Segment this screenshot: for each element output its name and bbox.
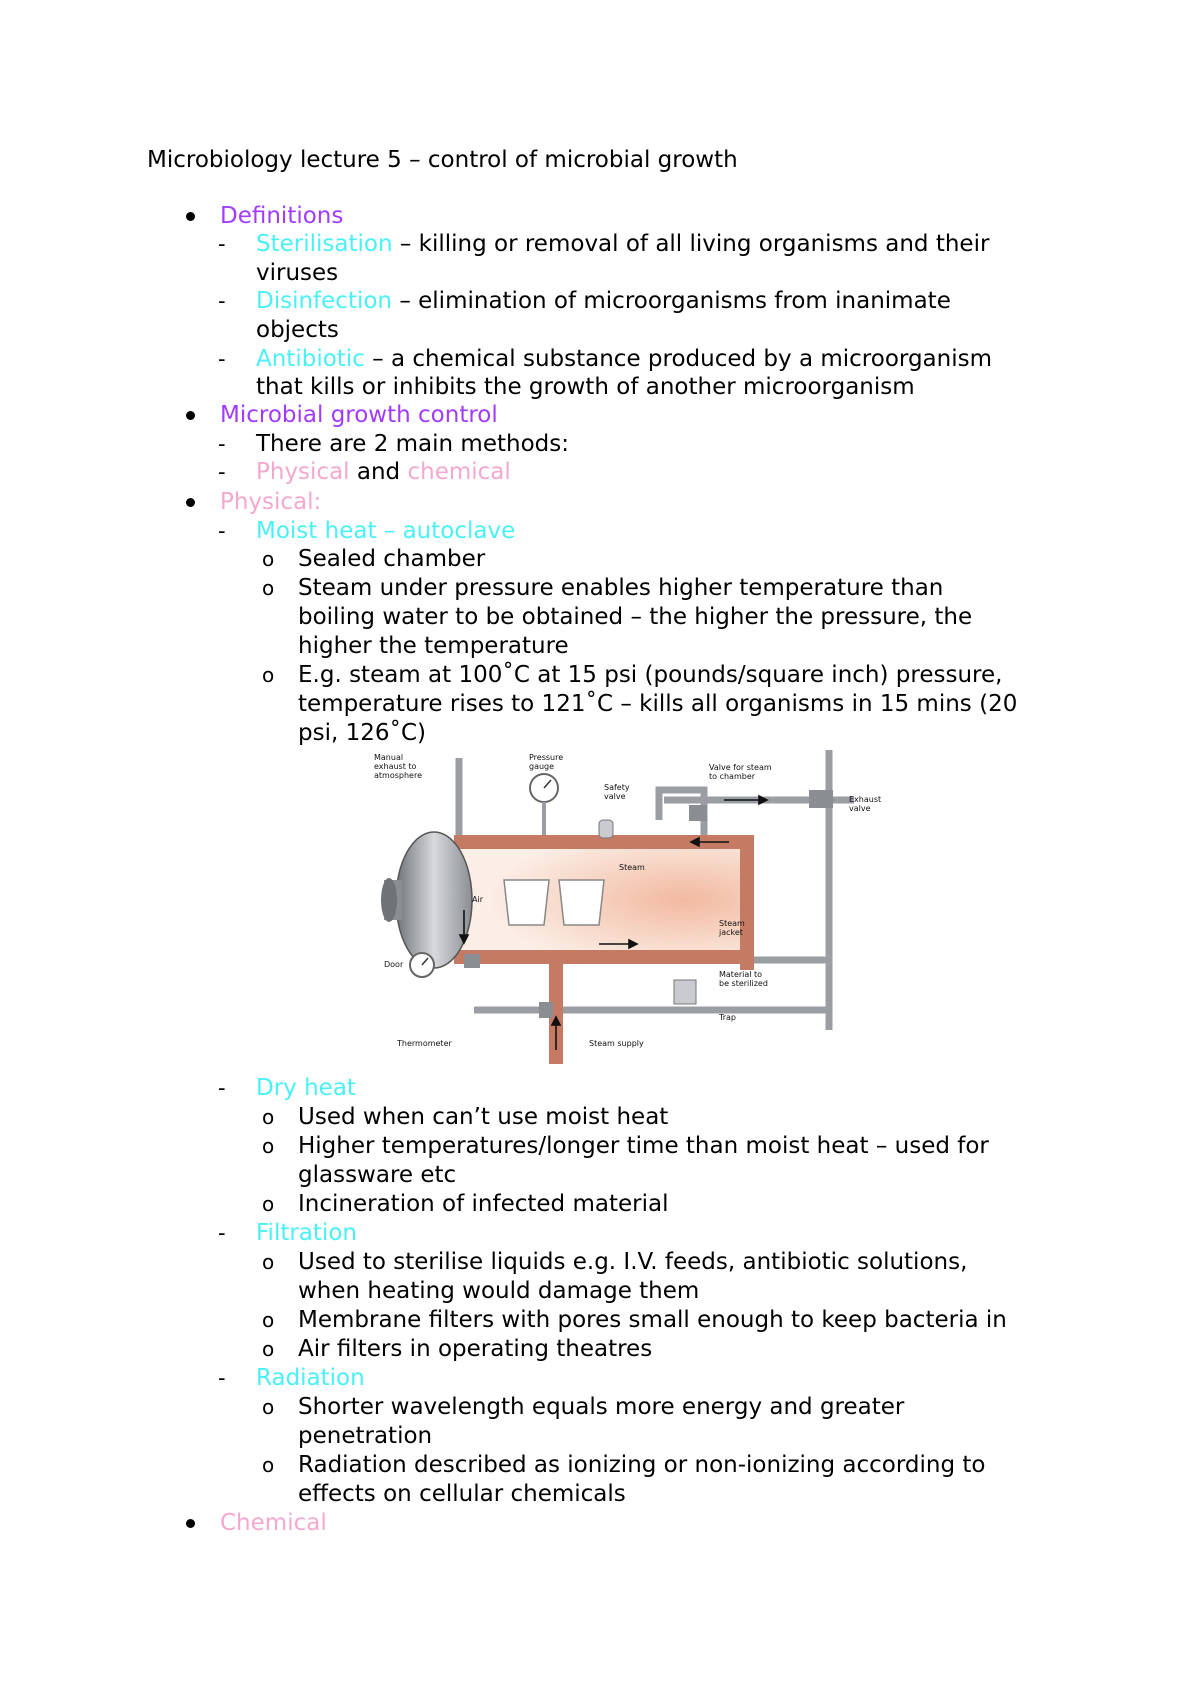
dash-marker: - bbox=[218, 1366, 226, 1390]
circle-marker: o bbox=[262, 1308, 275, 1332]
definition-text: viruses bbox=[256, 260, 339, 286]
circle-marker: o bbox=[262, 1453, 275, 1477]
list-item-cont: when heating would damage them bbox=[298, 1278, 700, 1304]
dash-marker: - bbox=[218, 347, 226, 371]
label-manual: Manual bbox=[374, 753, 404, 762]
label-supply: Steam supply bbox=[589, 1039, 644, 1048]
list-item: Higher temperatures/longer time than moist heat – used for bbox=[298, 1133, 989, 1159]
steam-jacket bbox=[454, 835, 754, 1064]
term-sterilisation: Sterilisation bbox=[256, 231, 393, 257]
dash-marker: - bbox=[218, 1076, 226, 1100]
list-item: Shorter wavelength equals more energy and greater bbox=[298, 1394, 905, 1420]
definition-text: – elimination of microorganisms from inanimate bbox=[392, 288, 951, 314]
circle-marker: o bbox=[262, 1134, 275, 1158]
definition-text: – killing or removal of all living organisms and their bbox=[392, 231, 990, 257]
definition-antibiotic bbox=[256, 345, 992, 373]
definition-sterilisation bbox=[256, 230, 989, 258]
list-item-cont: psi, 126˚C) bbox=[298, 720, 427, 746]
definition-text: that kills or inhibits the growth of another microorganism bbox=[256, 374, 915, 400]
label-exhaust: Exhaust bbox=[849, 795, 882, 804]
physical-term: Physical bbox=[256, 459, 350, 485]
label-thermometer: Thermometer bbox=[397, 1039, 452, 1048]
label-trap: Trap bbox=[719, 1013, 736, 1022]
dry-heat-heading: Dry heat bbox=[256, 1075, 356, 1101]
autoclave-svg bbox=[364, 740, 894, 1070]
list-item: Membrane filters with pores small enough to keep bacteria in bbox=[298, 1307, 1007, 1333]
bullet bbox=[186, 411, 195, 420]
control-heading: Microbial growth control bbox=[220, 402, 498, 428]
circle-marker: o bbox=[262, 547, 275, 571]
label-valve-2: to chamber bbox=[709, 772, 756, 781]
circle-marker: o bbox=[262, 1395, 275, 1419]
list-item-cont: temperature rises to 121˚C – kills all organisms in 15 mins (20 bbox=[298, 691, 1018, 717]
list-item-cont: penetration bbox=[298, 1423, 433, 1449]
label-manual-2: exhaust to bbox=[374, 762, 417, 771]
circle-marker: o bbox=[262, 1337, 275, 1361]
bullet bbox=[186, 1519, 195, 1528]
dash-marker: - bbox=[218, 432, 226, 456]
definitions-heading: Definitions bbox=[220, 203, 344, 229]
list-item-cont: boiling water to be obtained – the higher the pressure, the bbox=[298, 604, 973, 630]
methods-list bbox=[256, 458, 511, 486]
term-antibiotic: Antibiotic bbox=[256, 346, 365, 372]
autoclave-diagram bbox=[364, 740, 894, 1070]
bullet bbox=[186, 498, 195, 507]
circle-marker: o bbox=[262, 1192, 275, 1216]
list-item: Sealed chamber bbox=[298, 546, 486, 572]
radiation-heading: Radiation bbox=[256, 1365, 365, 1391]
label-manual-3: atmosphere bbox=[374, 771, 422, 780]
methods-text: There are 2 main methods: bbox=[256, 431, 569, 457]
definition-text: objects bbox=[256, 317, 339, 343]
definition-text: – a chemical substance produced by a microorganism bbox=[364, 346, 992, 372]
list-item-cont: effects on cellular chemicals bbox=[298, 1481, 626, 1507]
bullet bbox=[186, 212, 195, 221]
label-valve: Valve for steam bbox=[709, 763, 772, 772]
dash-marker: - bbox=[218, 1221, 226, 1245]
chemical-term: chemical bbox=[407, 459, 511, 485]
dash-marker: - bbox=[218, 519, 226, 543]
label-steam: Steam bbox=[619, 863, 645, 872]
list-item-cont: glassware etc bbox=[298, 1162, 457, 1188]
list-item: Incineration of infected material bbox=[298, 1191, 669, 1217]
label-pressure: Pressure bbox=[529, 753, 564, 762]
term-disinfection: Disinfection bbox=[256, 288, 393, 314]
page-title: Microbiology lecture 5 – control of microbial growth bbox=[147, 147, 738, 173]
circle-marker: o bbox=[262, 663, 275, 687]
label-material: Material to bbox=[719, 970, 763, 979]
filtration-heading: Filtration bbox=[256, 1220, 357, 1246]
physical-heading: Physical: bbox=[220, 489, 322, 515]
door bbox=[381, 832, 472, 968]
label-pressure-2: gauge bbox=[529, 762, 555, 771]
list-item: Used to sterilise liquids e.g. I.V. feeds, antibiotic solutions, bbox=[298, 1249, 968, 1275]
list-item: Radiation described as ionizing or non-ionizing according to bbox=[298, 1452, 986, 1478]
list-item: Used when can’t use moist heat bbox=[298, 1104, 669, 1130]
definition-disinfection bbox=[256, 287, 951, 315]
dash-marker: - bbox=[218, 460, 226, 484]
label-material-2: be sterilized bbox=[719, 979, 768, 988]
dash-marker: - bbox=[218, 289, 226, 313]
circle-marker: o bbox=[262, 1105, 275, 1129]
label-exhaust-2: valve bbox=[849, 804, 871, 813]
label-door: Door bbox=[384, 960, 404, 969]
label-air: Air bbox=[472, 895, 483, 904]
label-jacket: Steam bbox=[719, 919, 745, 928]
list-item: Air filters in operating theatres bbox=[298, 1336, 653, 1362]
list-item: E.g. steam at 100˚C at 15 psi (pounds/square inch) pressure, bbox=[298, 662, 1003, 688]
list-item: Steam under pressure enables higher temperature than bbox=[298, 575, 944, 601]
label-jacket-2: jacket bbox=[719, 928, 743, 937]
dash-marker: - bbox=[218, 232, 226, 256]
circle-marker: o bbox=[262, 1250, 275, 1274]
and-text: and bbox=[349, 459, 408, 485]
chemical-heading: Chemical bbox=[220, 1510, 327, 1536]
moist-heat-heading: Moist heat – autoclave bbox=[256, 518, 516, 544]
list-item-cont: higher the temperature bbox=[298, 633, 569, 659]
circle-marker: o bbox=[262, 576, 275, 600]
label-safety: Safety bbox=[604, 783, 630, 792]
label-safety-2: valve bbox=[604, 792, 626, 801]
